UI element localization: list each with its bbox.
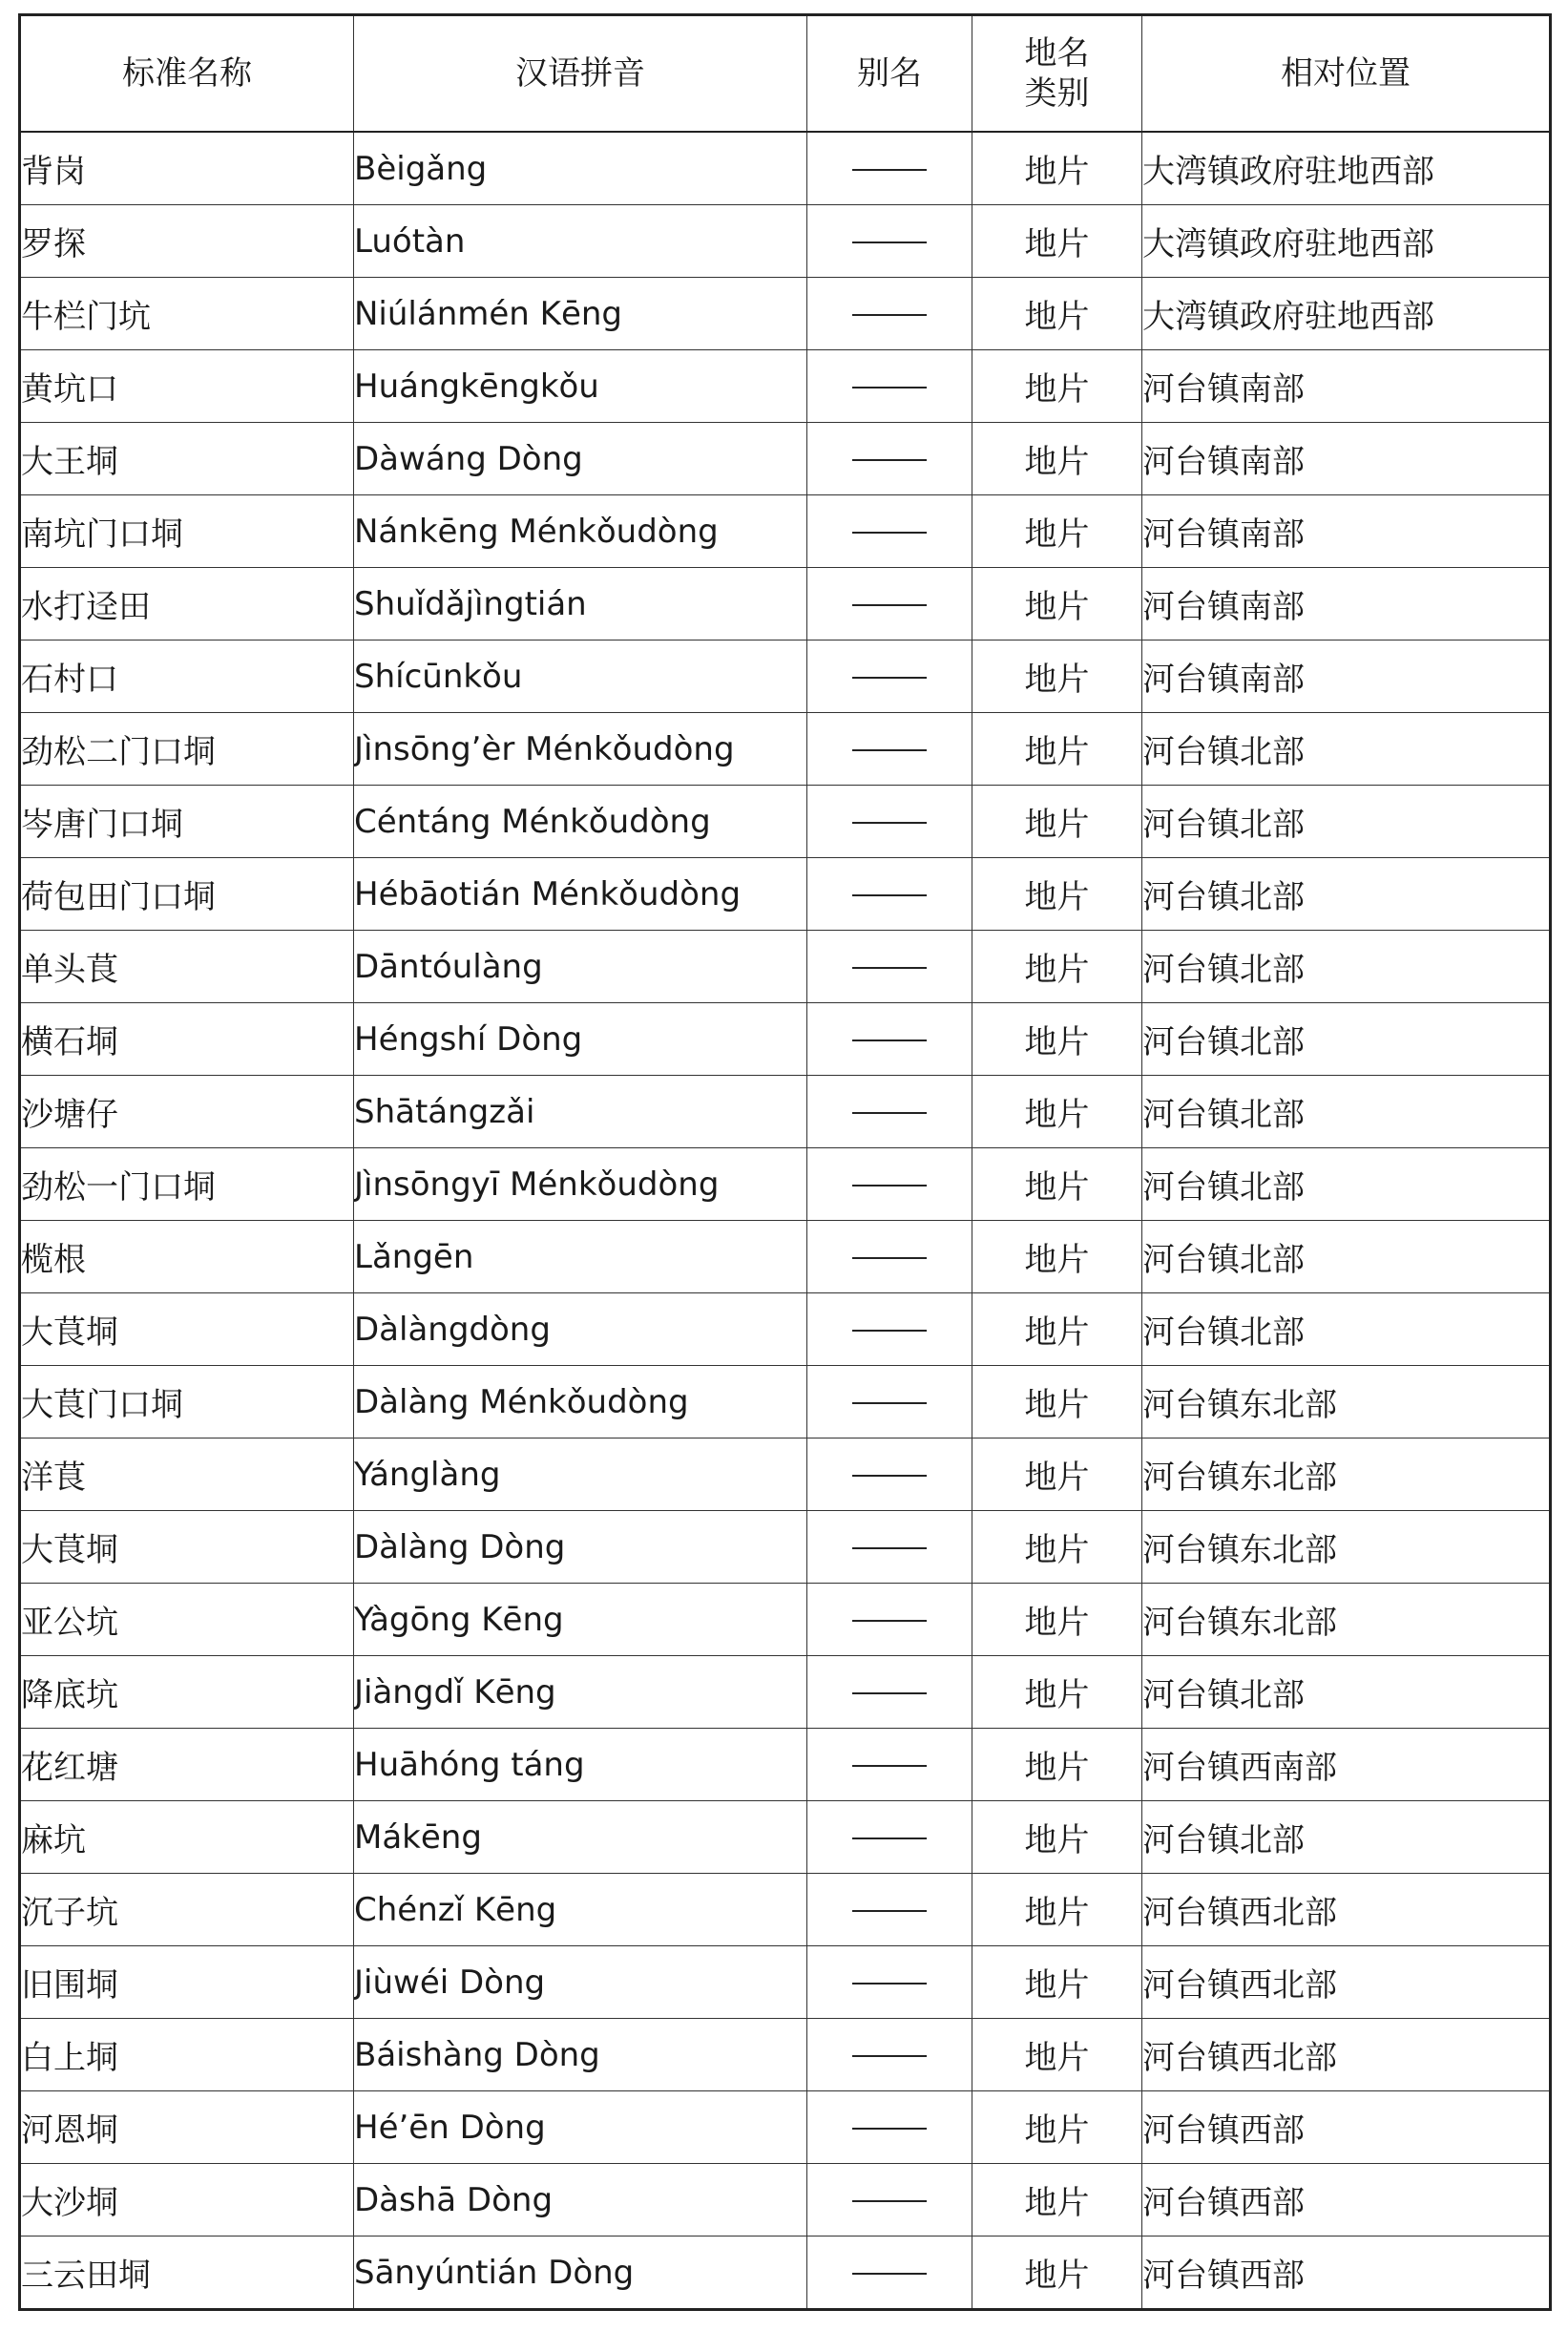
cell-alias	[807, 713, 972, 786]
cell-relative-position: 河台镇东北部	[1142, 1366, 1551, 1438]
cell-category: 地片	[972, 278, 1142, 350]
cell-alias	[807, 205, 972, 278]
cell-alias	[807, 2091, 972, 2164]
cell-alias	[807, 1874, 972, 1946]
alias-dash	[852, 1620, 927, 1622]
table-row	[20, 278, 1551, 350]
cell-alias	[807, 1729, 972, 1801]
cell-standard-name: 降底坑	[20, 1656, 354, 1729]
cell-standard-name: 沙塘仔	[20, 1076, 354, 1148]
cell-category: 地片	[972, 1293, 1142, 1366]
cell-standard-name: 荷包田门口垌	[20, 858, 354, 931]
cell-relative-position: 河台镇东北部	[1142, 1511, 1551, 1584]
cell-alias	[807, 1511, 972, 1584]
cell-pinyin: Bèigǎng	[354, 132, 807, 205]
alias-dash	[852, 1330, 927, 1332]
alias-dash	[852, 1257, 927, 1259]
cell-alias	[807, 2164, 972, 2236]
cell-category: 地片	[972, 1148, 1142, 1221]
cell-pinyin: Niúlánmén Kēng	[354, 278, 807, 350]
cell-relative-position: 河台镇西部	[1142, 2236, 1551, 2310]
cell-pinyin: Dàwáng Dòng	[354, 423, 807, 495]
cell-standard-name: 大沙垌	[20, 2164, 354, 2236]
cell-pinyin: Báishàng Dòng	[354, 2019, 807, 2091]
cell-pinyin: Shuǐdǎjìngtián	[354, 568, 807, 640]
cell-relative-position: 河台镇北部	[1142, 786, 1551, 858]
table-row	[20, 2091, 1551, 2164]
alias-dash	[852, 967, 927, 969]
cell-category: 地片	[972, 1946, 1142, 2019]
header-alias: 别名	[807, 15, 972, 133]
alias-dash	[852, 532, 927, 534]
table-header-row	[20, 15, 1551, 133]
alias-dash	[852, 894, 927, 896]
table-row	[20, 423, 1551, 495]
cell-standard-name: 水打迳田	[20, 568, 354, 640]
cell-alias	[807, 1801, 972, 1874]
alias-dash	[852, 242, 927, 243]
cell-standard-name: 沉子坑	[20, 1874, 354, 1946]
cell-category: 地片	[972, 1656, 1142, 1729]
cell-relative-position: 河台镇北部	[1142, 1221, 1551, 1293]
cell-relative-position: 河台镇东北部	[1142, 1438, 1551, 1511]
cell-relative-position: 河台镇西部	[1142, 2164, 1551, 2236]
alias-dash	[852, 2055, 927, 2057]
cell-standard-name: 旧围垌	[20, 1946, 354, 2019]
cell-category: 地片	[972, 786, 1142, 858]
cell-category: 地片	[972, 640, 1142, 713]
cell-pinyin: Dàlàngdòng	[354, 1293, 807, 1366]
gazetteer-page	[18, 13, 1549, 2311]
cell-relative-position: 河台镇西南部	[1142, 1729, 1551, 1801]
cell-alias	[807, 2019, 972, 2091]
cell-standard-name: 横石垌	[20, 1003, 354, 1076]
cell-standard-name: 榄根	[20, 1221, 354, 1293]
cell-relative-position: 河台镇南部	[1142, 640, 1551, 713]
cell-relative-position: 河台镇西北部	[1142, 1874, 1551, 1946]
table-row	[20, 1076, 1551, 1148]
cell-category: 地片	[972, 1366, 1142, 1438]
cell-standard-name: 三云田垌	[20, 2236, 354, 2310]
cell-category: 地片	[972, 713, 1142, 786]
cell-category: 地片	[972, 423, 1142, 495]
cell-pinyin: Chénzǐ Kēng	[354, 1874, 807, 1946]
cell-pinyin: Héngshí Dòng	[354, 1003, 807, 1076]
cell-alias	[807, 1003, 972, 1076]
header-category	[972, 15, 1142, 133]
cell-alias	[807, 350, 972, 423]
cell-standard-name: 白上垌	[20, 2019, 354, 2091]
cell-standard-name: 南坑门口垌	[20, 495, 354, 568]
cell-category: 地片	[972, 1076, 1142, 1148]
table-row	[20, 1584, 1551, 1656]
cell-relative-position: 河台镇西北部	[1142, 1946, 1551, 2019]
cell-pinyin: Dàlàng Dòng	[354, 1511, 807, 1584]
alias-dash	[852, 1765, 927, 1767]
cell-alias	[807, 2236, 972, 2310]
cell-category: 地片	[972, 931, 1142, 1003]
table-row	[20, 2164, 1551, 2236]
cell-pinyin: Jìnsōngyī Ménkǒudòng	[354, 1148, 807, 1221]
cell-standard-name: 河恩垌	[20, 2091, 354, 2164]
cell-relative-position: 河台镇北部	[1142, 1003, 1551, 1076]
cell-relative-position: 河台镇北部	[1142, 1076, 1551, 1148]
cell-pinyin: Dàlàng Ménkǒudòng	[354, 1366, 807, 1438]
cell-alias	[807, 1293, 972, 1366]
cell-standard-name: 单头茛	[20, 931, 354, 1003]
cell-pinyin: Yàgōng Kēng	[354, 1584, 807, 1656]
alias-dash	[852, 387, 927, 388]
table-row	[20, 1221, 1551, 1293]
cell-relative-position: 河台镇北部	[1142, 1801, 1551, 1874]
alias-dash	[852, 1547, 927, 1549]
cell-alias	[807, 1946, 972, 2019]
cell-alias	[807, 1656, 972, 1729]
table-row	[20, 568, 1551, 640]
cell-relative-position: 河台镇南部	[1142, 423, 1551, 495]
cell-standard-name: 大茛垌	[20, 1293, 354, 1366]
cell-category: 地片	[972, 1511, 1142, 1584]
cell-relative-position: 河台镇南部	[1142, 568, 1551, 640]
cell-category: 地片	[972, 2236, 1142, 2310]
alias-dash	[852, 1402, 927, 1404]
cell-standard-name: 背岗	[20, 132, 354, 205]
table-row	[20, 350, 1551, 423]
cell-standard-name: 牛栏门坑	[20, 278, 354, 350]
header-standard-name: 标准名称	[20, 15, 354, 133]
table-row	[20, 786, 1551, 858]
header-pinyin: 汉语拼音	[354, 15, 807, 133]
cell-alias	[807, 278, 972, 350]
alias-dash	[852, 604, 927, 606]
cell-pinyin: Yánglàng	[354, 1438, 807, 1511]
alias-dash	[852, 1910, 927, 1912]
cell-alias	[807, 1438, 972, 1511]
cell-pinyin: Huángkēngkǒu	[354, 350, 807, 423]
cell-category: 地片	[972, 1801, 1142, 1874]
table-row	[20, 1946, 1551, 2019]
cell-standard-name: 劲松二门口垌	[20, 713, 354, 786]
cell-relative-position: 河台镇东北部	[1142, 1584, 1551, 1656]
table-row	[20, 1438, 1551, 1511]
alias-dash	[852, 2128, 927, 2130]
cell-relative-position: 河台镇北部	[1142, 858, 1551, 931]
alias-dash	[852, 1040, 927, 1041]
alias-dash	[852, 459, 927, 461]
cell-category: 地片	[972, 2164, 1142, 2236]
table-row	[20, 132, 1551, 205]
cell-pinyin: Jiùwéi Dòng	[354, 1946, 807, 2019]
alias-dash	[852, 1692, 927, 1694]
cell-pinyin: Dāntóulàng	[354, 931, 807, 1003]
cell-pinyin: Shātángzǎi	[354, 1076, 807, 1148]
table-row	[20, 1366, 1551, 1438]
cell-standard-name: 大茛门口垌	[20, 1366, 354, 1438]
cell-pinyin: Céntáng Ménkǒudòng	[354, 786, 807, 858]
alias-dash	[852, 1112, 927, 1114]
cell-category: 地片	[972, 132, 1142, 205]
place-name-table	[18, 13, 1552, 2311]
cell-category: 地片	[972, 1584, 1142, 1656]
alias-dash	[852, 1838, 927, 1839]
table-row	[20, 1148, 1551, 1221]
table-row	[20, 1656, 1551, 1729]
alias-dash	[852, 677, 927, 679]
cell-relative-position: 河台镇北部	[1142, 1148, 1551, 1221]
table-row	[20, 205, 1551, 278]
alias-dash	[852, 1983, 927, 1984]
cell-pinyin: Dàshā Dòng	[354, 2164, 807, 2236]
table-row	[20, 713, 1551, 786]
alias-dash	[852, 169, 927, 171]
cell-relative-position: 河台镇北部	[1142, 1293, 1551, 1366]
table-row	[20, 640, 1551, 713]
cell-standard-name: 石村口	[20, 640, 354, 713]
table-row	[20, 1801, 1551, 1874]
cell-pinyin: Luótàn	[354, 205, 807, 278]
header-category-line1: 地名	[1024, 34, 1090, 73]
table-row	[20, 1511, 1551, 1584]
cell-alias	[807, 132, 972, 205]
cell-category: 地片	[972, 858, 1142, 931]
cell-category: 地片	[972, 1003, 1142, 1076]
alias-dash	[852, 822, 927, 824]
alias-dash	[852, 314, 927, 316]
alias-dash	[852, 1185, 927, 1186]
cell-category: 地片	[972, 2019, 1142, 2091]
cell-pinyin: Nánkēng Ménkǒudòng	[354, 495, 807, 568]
cell-standard-name: 劲松一门口垌	[20, 1148, 354, 1221]
table-row	[20, 1003, 1551, 1076]
cell-relative-position: 河台镇北部	[1142, 931, 1551, 1003]
alias-dash	[852, 2273, 927, 2275]
cell-relative-position: 河台镇北部	[1142, 1656, 1551, 1729]
cell-relative-position: 河台镇西北部	[1142, 2019, 1551, 2091]
table-row	[20, 858, 1551, 931]
cell-relative-position: 河台镇南部	[1142, 495, 1551, 568]
cell-category: 地片	[972, 205, 1142, 278]
cell-alias	[807, 1584, 972, 1656]
cell-standard-name: 麻坑	[20, 1801, 354, 1874]
cell-alias	[807, 786, 972, 858]
cell-standard-name: 花红塘	[20, 1729, 354, 1801]
cell-alias	[807, 495, 972, 568]
cell-alias	[807, 1076, 972, 1148]
cell-alias	[807, 423, 972, 495]
cell-relative-position: 大湾镇政府驻地西部	[1142, 278, 1551, 350]
cell-pinyin: Mákēng	[354, 1801, 807, 1874]
cell-standard-name: 岑唐门口垌	[20, 786, 354, 858]
cell-relative-position: 大湾镇政府驻地西部	[1142, 132, 1551, 205]
cell-alias	[807, 1148, 972, 1221]
cell-alias	[807, 931, 972, 1003]
cell-category: 地片	[972, 1221, 1142, 1293]
cell-alias	[807, 568, 972, 640]
table-row	[20, 1729, 1551, 1801]
cell-category: 地片	[972, 350, 1142, 423]
table-row	[20, 2019, 1551, 2091]
cell-pinyin: Hébāotián Ménkǒudòng	[354, 858, 807, 931]
cell-category: 地片	[972, 2091, 1142, 2164]
header-relative-position: 相对位置	[1142, 15, 1551, 133]
cell-alias	[807, 1221, 972, 1293]
cell-pinyin: Shícūnkǒu	[354, 640, 807, 713]
table-row	[20, 1293, 1551, 1366]
cell-pinyin: Lǎngēn	[354, 1221, 807, 1293]
cell-standard-name: 大王垌	[20, 423, 354, 495]
table-row	[20, 495, 1551, 568]
cell-relative-position: 河台镇西部	[1142, 2091, 1551, 2164]
cell-category: 地片	[972, 495, 1142, 568]
cell-standard-name: 亚公坑	[20, 1584, 354, 1656]
cell-standard-name: 大茛垌	[20, 1511, 354, 1584]
cell-pinyin: Huāhóng táng	[354, 1729, 807, 1801]
header-category-line2: 类别	[1024, 74, 1090, 113]
alias-dash	[852, 1475, 927, 1477]
cell-category: 地片	[972, 1729, 1142, 1801]
cell-pinyin: Jiàngdǐ Kēng	[354, 1656, 807, 1729]
alias-dash	[852, 2200, 927, 2202]
cell-alias	[807, 1366, 972, 1438]
cell-pinyin: Jìnsōng’èr Ménkǒudòng	[354, 713, 807, 786]
cell-category: 地片	[972, 1874, 1142, 1946]
cell-standard-name: 罗探	[20, 205, 354, 278]
table-row	[20, 1874, 1551, 1946]
cell-category: 地片	[972, 568, 1142, 640]
cell-alias	[807, 640, 972, 713]
cell-category: 地片	[972, 1438, 1142, 1511]
cell-relative-position: 河台镇北部	[1142, 713, 1551, 786]
cell-relative-position: 大湾镇政府驻地西部	[1142, 205, 1551, 278]
table-row	[20, 931, 1551, 1003]
cell-pinyin: Sānyúntián Dòng	[354, 2236, 807, 2310]
alias-dash	[852, 749, 927, 751]
cell-relative-position: 河台镇南部	[1142, 350, 1551, 423]
cell-standard-name: 黄坑口	[20, 350, 354, 423]
cell-standard-name: 洋茛	[20, 1438, 354, 1511]
cell-pinyin: Hé’ēn Dòng	[354, 2091, 807, 2164]
cell-alias	[807, 858, 972, 931]
table-row	[20, 2236, 1551, 2310]
